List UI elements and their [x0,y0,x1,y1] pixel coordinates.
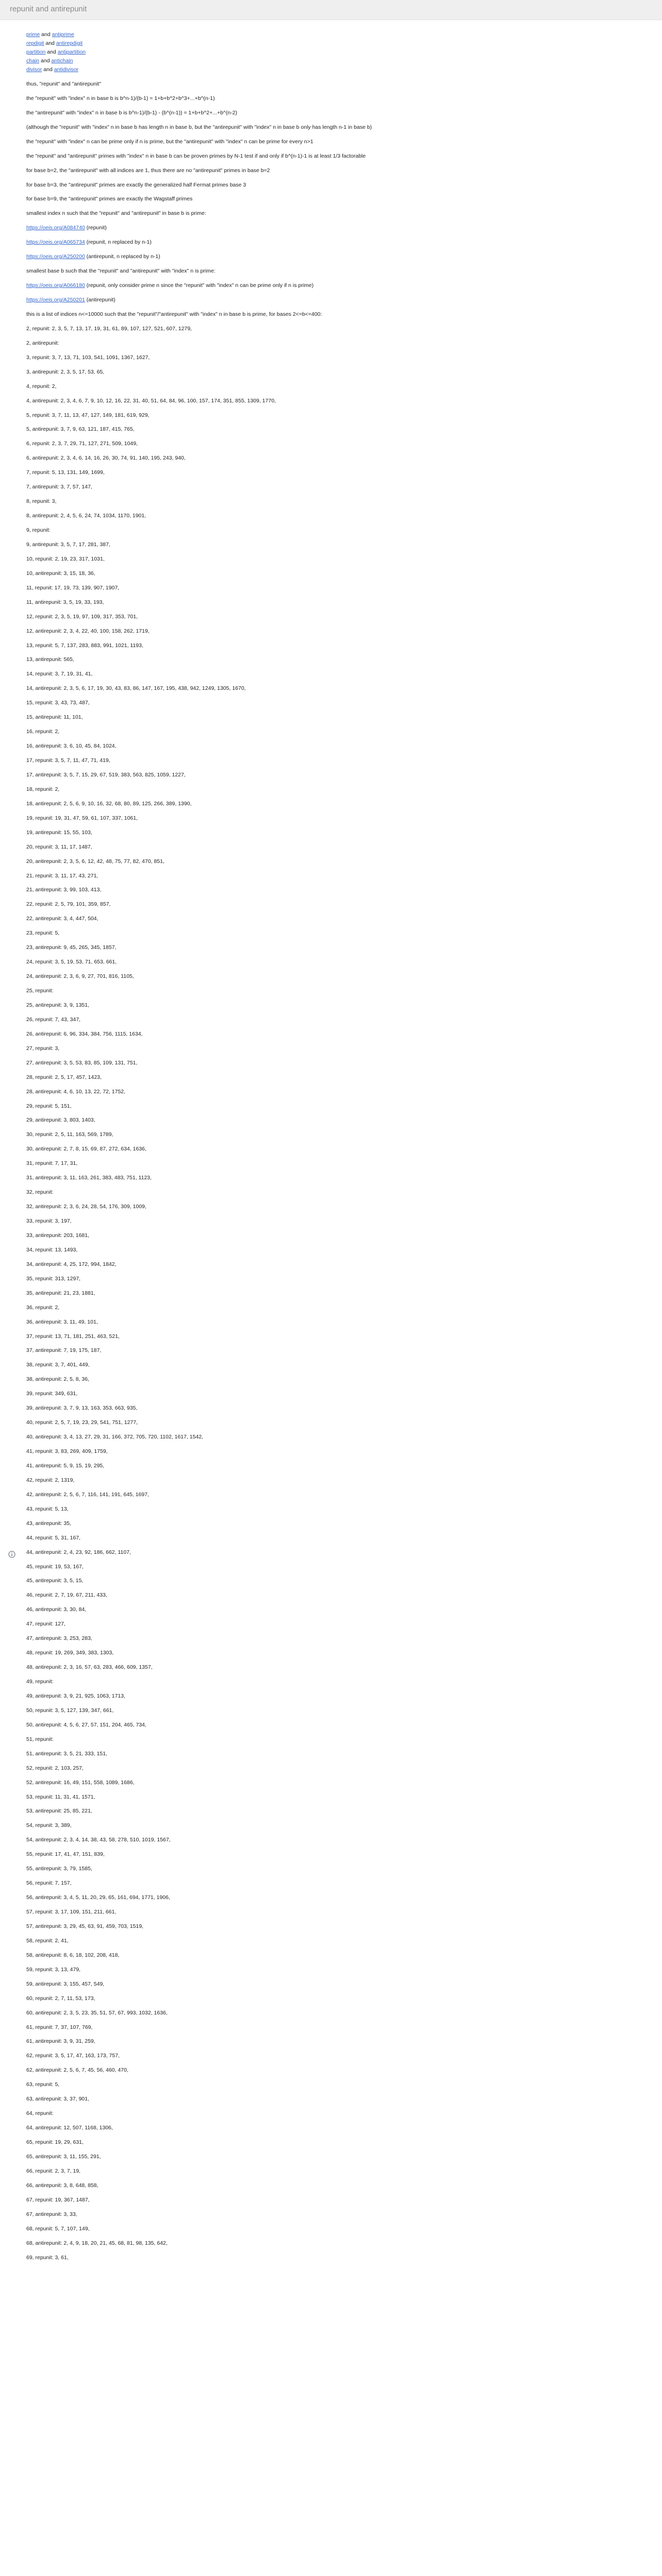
list-item: 8, repunit: 3, [26,498,57,505]
list-item: 26, antirepunit: 6, 96, 334, 384, 756, 1115, 1634, [26,1030,143,1037]
list-item: 51, antirepunit: 3, 5, 21, 333, 151, [26,1750,108,1757]
intro-line: the "repunit" and "antirepunit" primes with "index" n in base b can be proven primes by N-1 test if and only if b^(n-1)-1 is at least 1/3 factorable [26,152,366,159]
connector-text: and [42,66,54,73]
list-item: 38, repunit: 3, 7, 401, 449, [26,1362,90,1368]
page-title: repunit and antirepunit [10,5,87,13]
list-item: 29, repunit: 5, 151, [26,1103,72,1109]
list-item: 19, antirepunit: 15, 55, 103, [26,829,92,836]
list-item: 53, repunit: 11, 31, 41, 1571, [26,1793,95,1800]
list-item: 14, repunit: 3, 7, 19, 31, 41, [26,671,93,677]
list-item: 7, repunit: 5, 13, 131, 149, 1699, [26,469,105,476]
list-item: 18, antirepunit: 2, 5, 6, 9, 10, 16, 32, 68, 80, 89, 125, 266, 389, 1390, [26,800,192,807]
pair-line [26,31,619,38]
list-item: 20, antirepunit: 2, 3, 5, 6, 12, 42, 48, 75, 77, 82, 470, 851, [26,858,164,865]
list-heading: this is a list of indices n<=10000 such that the "repunit"/"antirepunit" with "index" n in base b is prime, for bases 2<=b<=400: [26,311,322,317]
list-item: 23, repunit: 5, [26,930,60,937]
list-item: 13, repunit: 5, 7, 137, 283, 883, 991, 1021, 1193, [26,642,143,649]
list-item: 64, repunit: [26,2110,54,2117]
intro-line: smallest index n such that the "repunit" and "antirepunit" in base b is prime: [26,210,206,217]
oeis-note: (antirepunit) [85,297,115,303]
list-item: 66, antirepunit: 3, 8, 648, 858, [26,2182,98,2189]
list-item: 24, antirepunit: 2, 3, 6, 9, 27, 701, 816, 1105, [26,973,134,980]
oeis-line [26,296,619,303]
list-item: 56, antirepunit: 3, 4, 5, 11, 20, 29, 65, 161, 694, 1771, 1906, [26,1894,170,1901]
list-item: 34, antirepunit: 4, 25, 172, 994, 1842, [26,1261,117,1267]
connector-text: and [40,31,52,38]
pair-line [26,66,619,73]
list-item: 60, repunit: 2, 7, 11, 53, 173, [26,1995,95,2002]
term-link[interactable]: chain [26,58,40,64]
list-item: 69, repunit: 3, 61, [26,2254,69,2261]
list-item: 40, antirepunit: 3, 4, 13, 27, 29, 31, 166, 372, 705, 720, 1102, 1617, 1542, [26,1434,204,1440]
term-link[interactable]: antipartition [57,49,86,55]
list-item: 66, repunit: 2, 3, 7, 19, [26,2167,81,2174]
list-item: 53, antirepunit: 25, 85, 221, [26,1808,92,1815]
list-item: 46, antirepunit: 3, 30, 84, [26,1606,87,1613]
list-item: 33, antirepunit: 203, 1681, [26,1232,90,1239]
list-item: 35, repunit: 313, 1297, [26,1275,81,1282]
list-item: 37, repunit: 13, 71, 181, 251, 463, 521, [26,1333,120,1340]
list-item: 61, antirepunit: 3, 9, 31, 259, [26,2038,95,2045]
list-item: 2, repunit: 2, 3, 5, 7, 13, 17, 19, 31, 61, 89, 107, 127, 521, 607, 1279, [26,325,192,332]
term-link[interactable]: antichain [51,58,73,64]
list-item: 49, repunit: [26,1679,54,1685]
pair-line [26,48,619,56]
list-item: 22, antirepunit: 3, 4, 447, 504, [26,916,98,922]
list-item: 50, antirepunit: 4, 5, 6, 27, 57, 151, 204, 465, 734, [26,1721,146,1728]
list-item: 55, antirepunit: 3, 79, 1585, [26,1866,92,1872]
list-item: 54, antirepunit: 2, 3, 4, 14, 38, 43, 58, 278, 510, 1019, 1567, [26,1837,171,1843]
oeis-link[interactable]: https://oeis.org/A065734 [26,239,85,246]
list-item: 32, antirepunit: 2, 3, 6, 24, 28, 54, 176, 309, 1009, [26,1204,146,1210]
list-item: 44, repunit: 5, 31, 167, [26,1534,81,1541]
list-item: 10, antirepunit: 3, 15, 18, 36, [26,570,95,577]
list-item: 36, antirepunit: 3, 11, 49, 101, [26,1318,98,1325]
list-item: 17, antirepunit: 3, 5, 7, 15, 29, 67, 519, 383, 563, 825, 1059, 1227, [26,771,186,778]
list-item: 42, antirepunit: 2, 5, 6, 7, 116, 141, 191, 645, 1697, [26,1491,149,1498]
oeis-line [26,224,619,231]
list-item: 9, antirepunit: 3, 5, 7, 17, 281, 387, [26,541,110,548]
list-item: 21, repunit: 3, 11, 17, 43, 271, [26,872,98,879]
list-item: 57, repunit: 3, 17, 109, 151, 211, 661, [26,1909,117,1915]
list-item: 63, antirepunit: 3, 37, 901, [26,2096,90,2103]
oeis-line [26,282,619,289]
pair-line [26,57,619,64]
list-item: 5, antirepunit: 3, 7, 9, 63, 121, 187, 415, 765, [26,426,135,433]
pair-line [26,40,619,47]
list-item: 32, repunit: [26,1189,54,1196]
list-item: 38, antirepunit: 2, 5, 8, 36, [26,1376,90,1383]
list-item: 26, repunit: 7, 43, 347, [26,1016,81,1023]
list-item: 43, antirepunit: 35, [26,1520,71,1527]
list-item: 11, repunit: 17, 19, 73, 139, 907, 1907, [26,584,120,591]
list-item: 6, repunit: 2, 3, 7, 29, 71, 127, 271, 509, 1049, [26,440,138,447]
list-item: 23, antirepunit: 9, 45, 265, 345, 1857, [26,944,117,951]
list-item: 24, repunit: 3, 5, 19, 53, 71, 653, 661, [26,959,117,965]
list-item: 40, repunit: 2, 5, 7, 19, 23, 29, 541, 751, 1277, [26,1419,138,1426]
list-item: 46, repunit: 2, 7, 19, 67, 211, 433, [26,1592,107,1599]
term-link[interactable]: divisor [26,66,42,73]
list-item: 39, antirepunit: 3, 7, 9, 13, 163, 353, 663, 935, [26,1405,138,1412]
list-item: 42, repunit: 2, 1319, [26,1477,75,1483]
list-item: 39, repunit: 349, 631, [26,1391,78,1397]
info-icon[interactable] [8,1551,15,1558]
list-item: 47, repunit: 127, [26,1621,65,1628]
oeis-note: (repunit, only consider prime n since the "repunit" with "index" n can be prime only if n is prime) [85,282,314,289]
list-item: 45, antirepunit: 3, 5, 15, [26,1578,84,1584]
list-item: 58, repunit: 2, 41, [26,1937,69,1944]
oeis-link[interactable]: https://oeis.org/A250201 [26,297,85,303]
list-item: 28, antirepunit: 4, 6, 10, 13, 22, 72, 1752, [26,1088,126,1095]
list-item: 25, repunit: [26,988,54,994]
oeis-link[interactable]: https://oeis.org/A084740 [26,225,85,231]
oeis-note: (repunit) [85,225,107,231]
intro-line: for base b=2, the "antirepunit" with all indices are 1, thus there are no "antirepunit" primes in base b=2 [26,167,270,174]
intro-line: (although the "repunit" with "index" n in base b has length n in base b, but the "antirepunit" with "index" n in base b only has length n-1 in base b) [26,124,372,130]
list-item: 4, antirepunit: 2, 3, 4, 6, 7, 9, 10, 12, 16, 22, 31, 40, 51, 64, 84, 96, 100, 157, 174, 351, 855, 1309, 1770, [26,397,276,404]
list-item: 27, repunit: 3, [26,1045,60,1052]
list-item: 36, repunit: 2, [26,1304,60,1311]
list-item: 31, repunit: 7, 17, 31, [26,1160,78,1167]
list-item: 4, repunit: 2, [26,383,57,389]
list-item: 12, antirepunit: 2, 3, 4, 22, 40, 100, 158, 262, 1719, [26,628,150,634]
list-item: 48, repunit: 19, 269, 349, 383, 1303, [26,1650,114,1656]
intro-line: for base b=3, the "antirepunit" primes are exactly the generalized half Fermat primes base 3 [26,181,246,188]
term-link[interactable]: partition [26,49,46,55]
list-item: 45, repunit: 19, 53, 167, [26,1563,84,1570]
list-item: 52, antirepunit: 16, 49, 151, 558, 1089, 1686, [26,1779,135,1786]
list-item: 59, antirepunit: 3, 155, 457, 549, [26,1980,105,1987]
list-item: 19, repunit: 19, 31, 47, 59, 61, 107, 337, 1061, [26,815,138,821]
list-item: 3, antirepunit: 2, 3, 5, 17, 53, 65, [26,368,105,375]
list-item: 21, antirepunit: 3, 99, 103, 413, [26,887,102,893]
list-item: 54, repunit: 3, 389, [26,1822,72,1829]
oeis-line [26,239,619,246]
list-item: 68, repunit: 5, 7, 107, 149, [26,2225,90,2232]
list-item: 16, repunit: 2, [26,728,60,735]
list-item: 9, repunit: [26,527,51,533]
list-item: 37, antirepunit: 7, 19, 175, 187, [26,1347,102,1354]
list-item: 20, repunit: 3, 11, 17, 1487, [26,843,92,850]
list-item: 56, repunit: 7, 157, [26,1880,72,1887]
list-item: 52, repunit: 2, 103, 257, [26,1765,84,1771]
list-item: 12, repunit: 2, 3, 5, 19, 97, 109, 317, 353, 701, [26,613,138,620]
list-item: 65, repunit: 19, 29, 631, [26,2139,84,2145]
connector-text: and [44,40,56,46]
list-item: 65, antirepunit: 3, 11, 155, 291, [26,2153,101,2160]
list-item: 30, antirepunit: 2, 7, 8, 15, 69, 87, 272, 634, 1636, [26,1146,146,1153]
list-item: 63, repunit: 5, [26,2081,60,2088]
list-item: 15, repunit: 3, 43, 73, 487, [26,700,90,706]
list-item: 10, repunit: 2, 19, 23, 317, 1031, [26,555,105,562]
list-item: 58, antirepunit: 8, 6, 18, 102, 208, 418, [26,1952,120,1958]
term-link[interactable]: antiprime [52,31,74,38]
intro-line: the "repunit" with "index" n in base b is b^n-1)/(b-1) = 1+b+b^2+b^3+...+b^(n-1) [26,95,215,101]
list-item: 28, repunit: 2, 5, 17, 457, 1423, [26,1074,102,1080]
list-item: 44, antirepunit: 2, 4, 23, 92, 186, 662, 1107, [26,1549,131,1555]
list-item: 16, antirepunit: 3, 6, 10, 45, 84, 1024, [26,743,117,750]
oeis-line [26,253,619,260]
connector-text: and [45,49,58,55]
list-item: 59, repunit: 3, 13, 479, [26,1966,81,1973]
term-link[interactable]: prime [26,31,40,38]
list-item: 2, antirepunit: [26,340,59,346]
oeis-note: (antirepunit, n replaced by n-1) [85,253,160,260]
list-item: 57, antirepunit: 3, 29, 45, 63, 91, 459, 703, 1519, [26,1923,144,1929]
list-item: 67, antirepunit: 3, 33, [26,2211,77,2217]
list-item: 11, antirepunit: 3, 5, 19, 33, 193, [26,599,104,605]
list-item: 41, antirepunit: 5, 9, 15, 19, 295, [26,1462,105,1469]
list-item: 8, antirepunit: 2, 4, 5, 6, 24, 74, 1034, 1170, 1901, [26,513,146,519]
list-item: 41, repunit: 3, 83, 269, 409, 1759, [26,1448,108,1454]
list-item: 61, repunit: 7, 37, 107, 769, [26,2024,93,2030]
list-item: 22, repunit: 2, 5, 79, 101, 359, 857, [26,901,111,908]
list-item: 18, repunit: 2, [26,786,60,792]
list-item: 6, antirepunit: 2, 3, 4, 6, 14, 16, 26, 30, 74, 91, 140, 195, 243, 940, [26,455,186,462]
connector-text: and [39,58,52,64]
term-link[interactable]: antidivisor [54,66,78,73]
list-item: 30, repunit: 2, 5, 11, 163, 569, 1789, [26,1131,113,1138]
list-item: 67, repunit: 19, 367, 1487, [26,2196,90,2203]
top-bar [0,0,662,20]
intro-line: the "repunit" with "index" n can be prime only if n is prime, but the "antirepunit" with "index" n can be prime for every n>1 [26,138,313,145]
list-item: 55, repunit: 17, 41, 47, 151, 839, [26,1851,105,1858]
list-item: 25, antirepunit: 3, 9, 1351, [26,1002,90,1008]
list-item: 17, repunit: 3, 5, 7, 11, 47, 71, 419, [26,757,110,764]
page-content [26,31,619,2268]
list-item: 34, repunit: 13, 1493, [26,1246,78,1253]
term-link[interactable]: repdigit [26,40,44,46]
list-item: 62, antirepunit: 2, 5, 6, 7, 45, 56, 460, 470, [26,2067,128,2074]
list-item: 47, antirepunit: 3, 253, 283, [26,1635,92,1642]
list-item: 62, repunit: 3, 5, 17, 47, 163, 173, 757, [26,2053,120,2059]
list-item: 33, repunit: 3, 197, [26,1218,72,1224]
intro-line: for base b=9, the "antirepunit" primes are exactly the Wagstaff primes [26,196,193,202]
list-item: 13, antirepunit: 565, [26,656,74,663]
oeis-note: (repunit, n replaced by n-1) [85,239,152,246]
list-item: 7, antirepunit: 3, 7, 57, 147, [26,484,92,490]
oeis-link[interactable]: https://oeis.org/A066180 [26,282,85,289]
list-item: 31, antirepunit: 3, 11, 163, 261, 383, 483, 751, 1123, [26,1175,152,1181]
list-item: 60, antirepunit: 2, 3, 5, 23, 35, 51, 57, 67, 993, 1032, 1636, [26,2009,168,2016]
intro-line: thus, "repunit" and "antirepunit" [26,80,102,87]
list-item: 43, repunit: 5, 13, [26,1505,69,1512]
list-item: 35, antirepunit: 21, 23, 1881, [26,1290,95,1296]
list-item: 49, antirepunit: 3, 9, 21, 925, 1063, 1713, [26,1692,126,1699]
intro-line: the "antirepunit" with "index" n in base b is b^n-1)/(b-1) - (b^(n-1)) = 1+b+b^2+...+b^(n-2) [26,109,238,116]
list-item: 27, antirepunit: 3, 5, 53, 83, 85, 109, 131, 751, [26,1059,138,1066]
section-heading: smallest base b such that the "repunit" and "antirepunit" with "index" n is prime: [26,268,216,275]
list-item: 51, repunit: [26,1736,54,1742]
list-item: 5, repunit: 3, 7, 11, 13, 47, 127, 149, 181, 619, 929, [26,412,150,418]
list-item: 50, repunit: 3, 5, 127, 139, 347, 661, [26,1707,114,1714]
list-item: 29, antirepunit: 3, 803, 1403, [26,1117,95,1124]
list-item: 15, antirepunit: 11, 101, [26,714,83,721]
list-item: 68, antirepunit: 2, 4, 9, 18, 20, 21, 45, 68, 81, 98, 135, 642, [26,2240,168,2246]
list-item: 48, antirepunit: 2, 3, 16, 57, 63, 283, 466, 609, 1357, [26,1664,153,1671]
list-item: 64, antirepunit: 12, 507, 1168, 1306, [26,2125,113,2131]
oeis-link[interactable]: https://oeis.org/A250200 [26,253,85,260]
term-link[interactable]: antirepdigit [56,40,83,46]
list-item: 3, repunit: 3, 7, 13, 71, 103, 541, 1091, 1367, 1627, [26,354,150,361]
list-item: 14, antirepunit: 2, 3, 5, 6, 17, 19, 30, 43, 83, 86, 147, 167, 195, 438, 942, 1249, 1305, 1670, [26,685,246,692]
